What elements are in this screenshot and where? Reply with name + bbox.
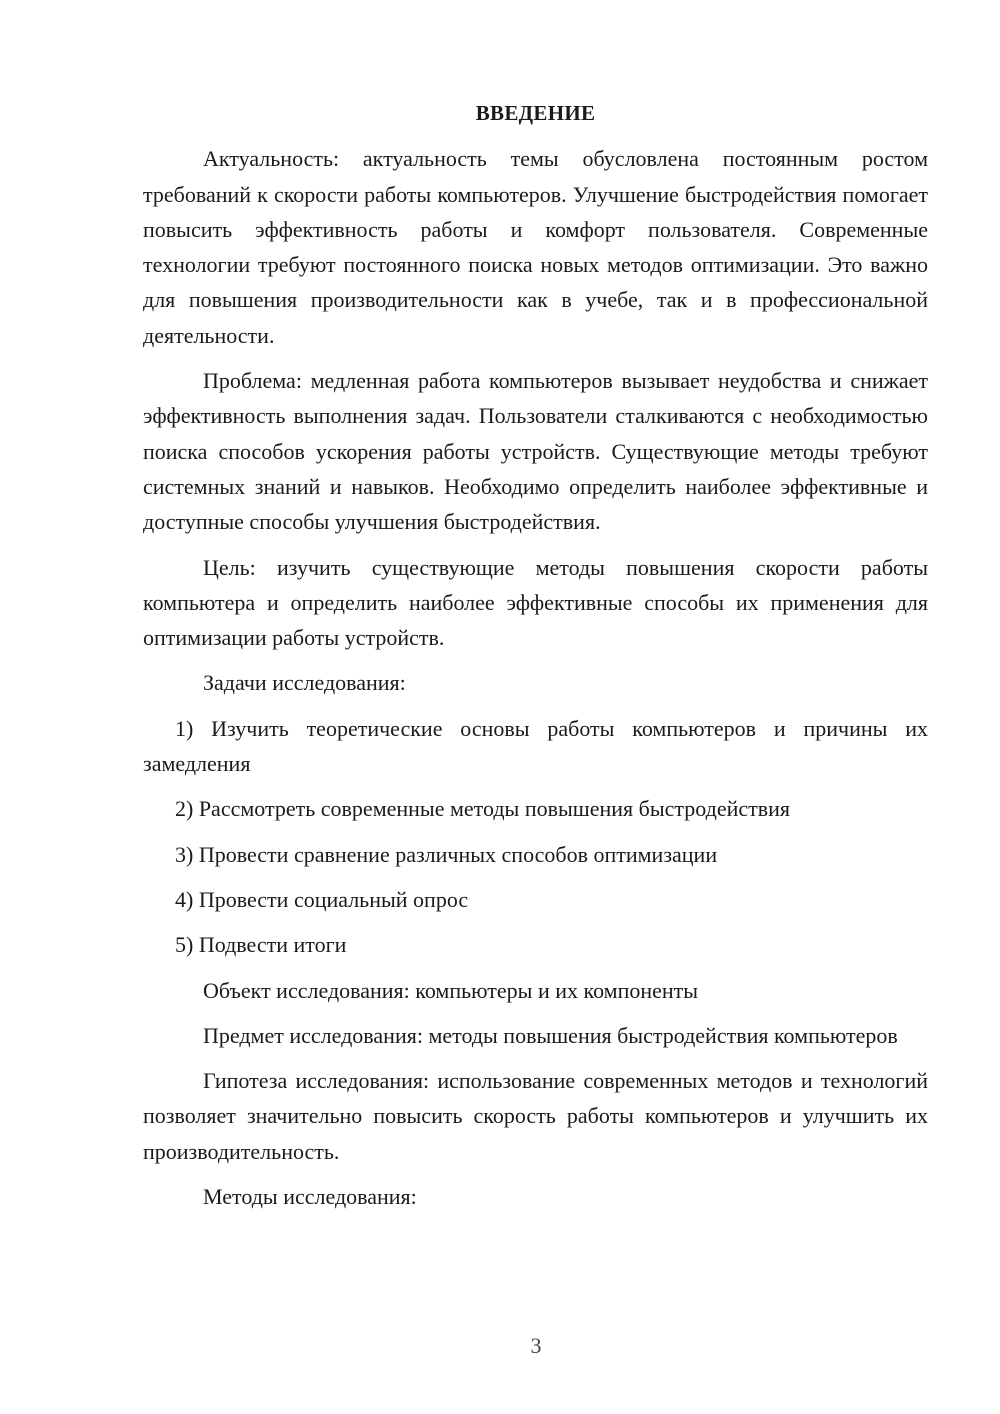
methods-title: Методы исследования:: [203, 1184, 417, 1210]
tasks-title: Задачи исследования:: [203, 670, 406, 696]
task-item-1: 1) Изучить теоретические основы работы компьютеров и причины их замедления: [143, 715, 928, 777]
section-heading: ВВЕДЕНИЕ: [475, 101, 596, 125]
paragraph-relevance: Актуальность: актуальность темы обусловлена постоянным ростом требований к скорости работы компьютеров. Улучшение быстродействия помогает повысить эффективность работы и комфорт пользователя. Современные технологии требуют постоянного поиска новых методов оптимизации. Это важно для повышения производительности как в учебе, так и в профессиональной деятельности.: [143, 146, 928, 348]
paragraph-subject: Предмет исследования: методы повышения быстродействия компьютеров: [203, 1022, 898, 1048]
paragraph-object: Объект исследования: компьютеры и их компоненты: [203, 977, 699, 1003]
task-item-4: 4) Провести социальный опрос: [175, 886, 469, 912]
page-number: 3: [530, 1333, 542, 1358]
page-content: [143, 96, 928, 1224]
paragraph-goal: Цель: изучить существующие методы повышения скорости работы компьютера и определить наиболее эффективные способы их применения для оптимизации работы устройств.: [143, 554, 928, 651]
task-item-5: 5) Подвести итоги: [175, 932, 347, 958]
task-item-3: 3) Провести сравнение различных способов оптимизации: [175, 841, 718, 867]
task-item-2: 2) Рассмотреть современные методы повышения быстродействия: [175, 796, 791, 822]
paragraph-hypothesis: Гипотеза исследования: использование современных методов и технологий позволяет значительно повысить скорость работы компьютеров и улучшить их производительность.: [143, 1068, 928, 1164]
paragraph-problem: Проблема: медленная работа компьютеров вызывает неудобства и снижает эффективность выполнения задач. Пользователи сталкиваются с необходимостью поиска способов ускорения работы устройств. Существующие методы требуют системных знаний и навыков. Необходимо определить наиболее эффективные и доступные способы улучшения быстродействия.: [143, 368, 928, 535]
